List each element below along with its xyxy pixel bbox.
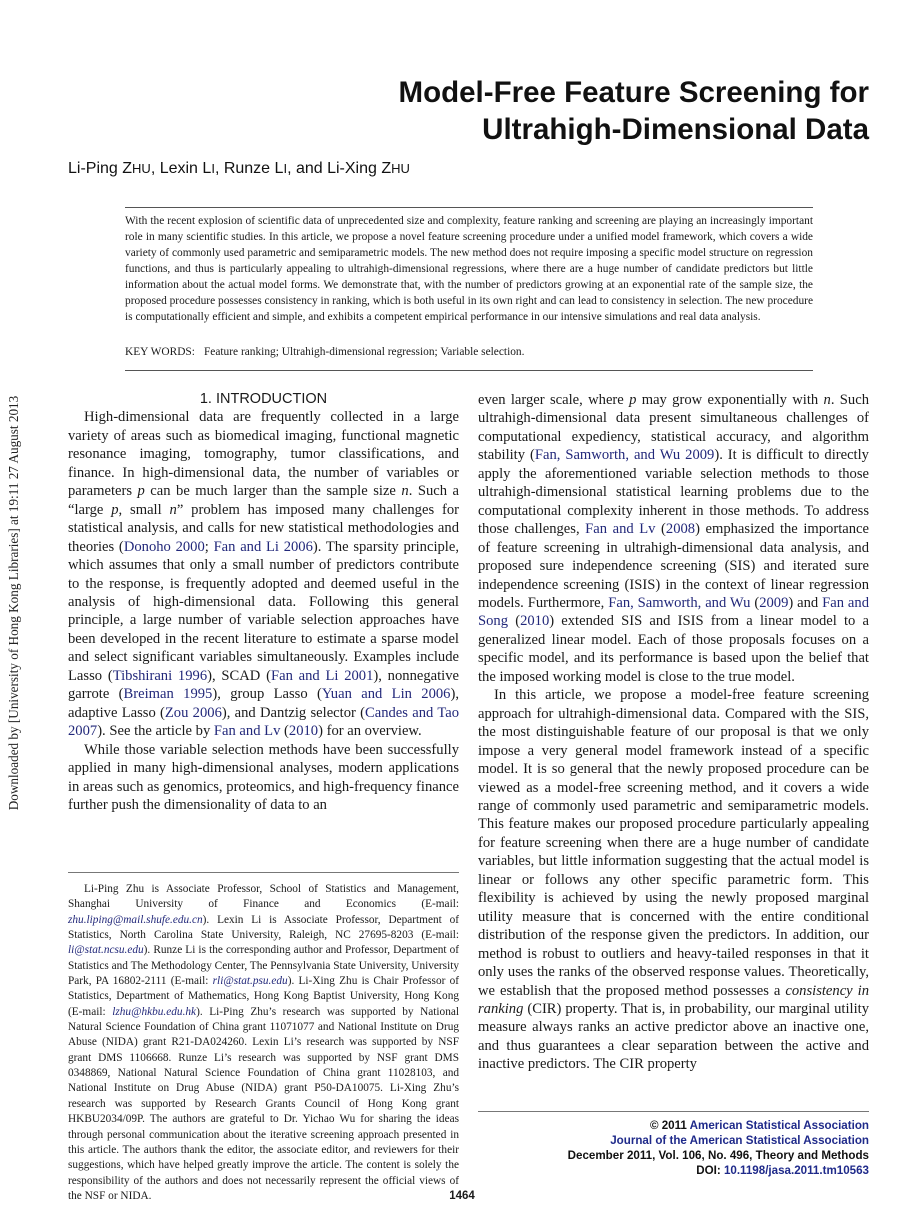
footnote-divider bbox=[68, 872, 459, 873]
keywords bbox=[125, 346, 524, 358]
author-name bbox=[327, 160, 410, 177]
italic-text: p bbox=[629, 392, 637, 408]
italic-text: n bbox=[401, 483, 409, 500]
author-separator: , bbox=[214, 160, 224, 177]
title-line: Ultrahigh-Dimensional Data bbox=[482, 113, 869, 146]
copyright: © 2011 bbox=[649, 1119, 690, 1132]
paragraph bbox=[68, 741, 459, 815]
author-last-rest: HU bbox=[391, 161, 410, 176]
download-watermark: Downloaded by [University of Hong Kong Libraries] at 19:11 27 August 2013 bbox=[6, 395, 21, 811]
citation-link[interactable]: 2008 bbox=[665, 521, 696, 538]
doi-label: DOI: bbox=[696, 1164, 724, 1177]
author-name bbox=[224, 160, 287, 177]
author-footnote bbox=[68, 882, 459, 1204]
citation-link[interactable]: Fan and Song bbox=[478, 594, 869, 630]
title-line: Model-Free Feature Screening for bbox=[398, 76, 869, 109]
citation-link[interactable]: Candes and Tao 2007 bbox=[68, 704, 459, 740]
email-link[interactable]: zhu.liping@mail.shufe.edu.cn bbox=[68, 913, 203, 926]
italic-text: consistency in ranking bbox=[478, 982, 869, 1017]
citation-link[interactable]: Breiman 1995 bbox=[123, 686, 213, 703]
text-run: even larger scale, where bbox=[478, 392, 630, 408]
divider bbox=[125, 207, 813, 208]
author-separator: , bbox=[150, 160, 160, 177]
citation-link[interactable]: 2010 bbox=[288, 723, 319, 740]
citation-link[interactable]: Fan, Samworth, and Wu bbox=[608, 594, 751, 611]
citation-link[interactable]: Fan and Li 2001 bbox=[270, 667, 374, 684]
text-run: ) emphasized the importance of feature screening in ultrahigh-dimensional data analysis, and proposed sure independence screening (SIS) and iterated sure independence screening (ISIS) in the context of linear regression models. Furthermore, bbox=[478, 521, 869, 611]
text-run: . Such ultrahigh-dimensional data present simultaneous challenges of computational expediency, statistical accuracy, and algorithm stability ( bbox=[478, 392, 869, 464]
author-last-initial: L bbox=[202, 160, 212, 177]
text-run: ( bbox=[750, 594, 760, 611]
citation-link[interactable]: Fan and Lv bbox=[213, 723, 281, 740]
text-run: , small bbox=[118, 501, 170, 518]
email-link[interactable]: li@stat.ncsu.edu bbox=[68, 944, 144, 957]
author-list bbox=[68, 160, 410, 178]
issue-info: December 2011, Vol. 106, No. 496, Theory and Methods bbox=[567, 1149, 869, 1162]
divider bbox=[125, 370, 813, 371]
text-run: can be much larger than the sample size bbox=[144, 483, 402, 500]
author-last-rest: HU bbox=[132, 161, 151, 176]
text-run: ” problem has imposed many challenges for statistical analysis, and calls for new statistical methodologies and theories ( bbox=[68, 501, 460, 555]
text-run: ; bbox=[204, 538, 214, 555]
email-link[interactable]: rli@stat.psu.edu bbox=[212, 975, 288, 988]
text-run: ). The sparsity principle, which assumes that only a small number of predictors contribute to the response, is frequently adopted and deemed useful in the analysis of high-dimensional data. Following this general principle, a large number of variable selection approaches have been developed in the recent literature to estimate a sparse model and select significant variables simultaneously. Examples include Lasso ( bbox=[68, 538, 459, 684]
italic-text: p bbox=[111, 501, 119, 518]
italic-text: n bbox=[823, 392, 831, 408]
italic-text: n bbox=[169, 501, 177, 518]
doi-link[interactable]: 10.1198/jasa.2011.tm10563 bbox=[723, 1164, 869, 1177]
author-name bbox=[160, 160, 215, 177]
text-run: . Such a “large bbox=[68, 483, 459, 518]
text-run: ). Li-Ping Zhu’s research was supported by National Natural Science Foundation of China grant 11071077 and National Institute on Drug Abuse (NIDA) grant R21-DA024260. Lexin Li’s research was supported by NSF grant DMS 1106668. Runze Li’s research was supported by NSF grant DMS 0348869, National Natural Science Foundation of China grant 11028103, and National Institute on Drug Abuse (NIDA) grant P50-DA10075. Li-Xing Zhu’s research was supported by Research Grants Council of Hong Kong grant HKBU2034/09P. The authors are grateful to Dr. Yichao Wu for sharing the ideas through personal communication about the iterative screening approach presented in this article. The authors thank the editor, the associate editor, and reviewers for their suggestions, which have helped greatly improve the article. The content is solely the responsibility of the authors and does not necessarily represent the official views of the NSF or NIDA. bbox=[68, 1005, 459, 1202]
text-run: ). It is difficult to directly apply the aforementioned variable selection methods to those ultrahigh-dimensional statistical learning problems due to the computational complexity inherent in those methods. To address those challenges, bbox=[478, 447, 869, 538]
text-run: ( bbox=[280, 723, 289, 740]
text-run: ( bbox=[655, 521, 666, 538]
citation-link[interactable]: Fan and Li 2006 bbox=[213, 538, 313, 555]
copyright-org-link[interactable]: American Statistical Association bbox=[689, 1119, 869, 1132]
author-first: Li-Ping bbox=[68, 160, 123, 177]
right-column bbox=[478, 391, 869, 1074]
author-last-rest: I bbox=[211, 161, 215, 176]
journal-link[interactable]: Journal of the American Statistical Association bbox=[610, 1134, 869, 1147]
text-run: High-dimensional data are frequently collected in a large variety of areas such as biomedical imaging, functional magnetic resonance imaging, tomography, tumor classifications, and finance. In high-dimensional data, the number of variables or parameters bbox=[68, 409, 459, 500]
paper-title bbox=[399, 74, 869, 148]
author-first: Runze bbox=[223, 160, 275, 177]
text-run: may grow exponentially with bbox=[636, 392, 824, 408]
text-run: ), group Lasso ( bbox=[212, 686, 322, 703]
paragraph bbox=[68, 408, 459, 740]
author-name bbox=[68, 160, 151, 177]
text-run: ), nonnegative garrote ( bbox=[68, 667, 460, 703]
text-run: (CIR) property. That is, in probability, our marginal utility measure always ranks an active predictor above an inactive one, and thus guarantees a clear separation between the active and inactive predictors. The CIR property bbox=[478, 1000, 869, 1073]
text-run: ). Li-Xing Zhu is Chair Professor of Statistics, Department of Mathematics, Hong Kong Baptist University, Hong Kong (E-mail: bbox=[68, 975, 459, 1018]
text-run: ), adaptive Lasso ( bbox=[68, 686, 459, 721]
author-separator: , and bbox=[287, 160, 328, 177]
author-last-rest: I bbox=[283, 161, 288, 176]
citation-link[interactable]: Tibshirani 1996 bbox=[112, 667, 208, 684]
author-last-initial: Z bbox=[122, 160, 133, 177]
citation-link[interactable]: Yuan and Lin 2006 bbox=[321, 686, 451, 703]
paragraph bbox=[478, 391, 869, 686]
citation-link[interactable]: Fan, Samworth, and Wu 2009 bbox=[534, 447, 715, 464]
text-run: ), and Dantzig selector ( bbox=[221, 704, 365, 721]
citation-link[interactable]: Zou 2006 bbox=[164, 704, 222, 721]
text-run: ). Runze Li is the corresponding author and Professor, Department of Statistics and The Methodology Center, The Pennsylvania State University, University Park, PA 16802-2111 (E-mail: bbox=[68, 944, 459, 988]
author-first: Lexin bbox=[159, 160, 203, 177]
citation-link[interactable]: Fan and Lv bbox=[585, 521, 656, 538]
text-run: ), SCAD ( bbox=[207, 667, 271, 684]
text-run: ) extended SIS and ISIS from a linear model to a generalized linear model. Each of those proposals focuses on a specific model, and its performance is based upon the belief that the imposed working model is close to the true model. bbox=[478, 613, 869, 685]
text-run: ). See the article by bbox=[97, 723, 214, 740]
publication-divider bbox=[478, 1111, 869, 1112]
text-run: While those variable selection methods have been successfully applied in many high-dimensional analyses, modern applications in areas such as genomics, proteomics, and high-frequency finance further push the dimensionality of data to an bbox=[68, 741, 459, 813]
text-run: ( bbox=[508, 613, 521, 630]
keywords-text: Feature ranking; Ultrahigh-dimensional regression; Variable selection. bbox=[203, 346, 525, 358]
paragraph bbox=[478, 686, 869, 1074]
author-last-initial: Z bbox=[381, 160, 392, 177]
abstract: With the recent explosion of scientific data of unprecedented size and complexity, feature ranking and screening are playing an increasingly important role in many scientific studies. In this article, we propose a novel feature screening procedure under a unified model framework, which covers a wide variety of commonly used parametric and semiparametric models. The new method does not require imposing a specific model structure on regression functions, and thus is particularly appealing to ultrahigh-dimensional regressions, where there are a huge number of candidate predictors but little information about the actual model forms. We demonstrate that, with the number of predictors growing at an exponential rate of the sample size, the proposed procedure possesses consistency in ranking, which is both useful in its own right and can lead to consistency in selection. The new procedure is computationally efficient and simple, and exhibits a competent empirical performance in our intensive simulations and real data analysis. bbox=[125, 215, 813, 323]
citation-link[interactable]: Donoho 2000 bbox=[123, 538, 205, 555]
text-run: ) and bbox=[788, 594, 823, 611]
text-run: ). Lexin Li is Associate Professor, Department of Statistics, North Carolina State University, Raleigh, NC 27695-8203 (E-mail: bbox=[68, 913, 459, 942]
section-heading: 1. INTRODUCTION bbox=[199, 391, 328, 407]
author-first: Li-Xing bbox=[327, 160, 382, 177]
author-last-initial: L bbox=[274, 160, 284, 177]
keywords-label: KEY WORDS: bbox=[125, 346, 195, 358]
publication-info bbox=[568, 1118, 869, 1178]
citation-link[interactable]: 2010 bbox=[520, 613, 550, 630]
left-column bbox=[68, 390, 459, 814]
email-link[interactable]: lzhu@hkbu.edu.hk bbox=[112, 1005, 197, 1018]
text-run: In this article, we propose a model-free feature screening approach for ultrahigh-dimensional data. Compared with the SIS, the most distinguishable feature of our proposal is that we only impose a very general model framework instead of a specific model. It is so general that the newly proposed procedure can be viewed as a model-free screening method, and it covers a wide range of commonly used parametric and semiparametric models. This feature makes our proposed procedure particularly appealing for feature screening when there are a huge number of candidate variables, but little information suggesting that the actual model is linear or follows any other specific parametric form. This flexibility is achieved by using the newly proposed marginal utility measure that is concerned with the entire conditional distribution of the response given the predictors. In addition, our method is robust to outliers and heavy-tailed responses in that it only uses the ranks of the observed response values. Theoretically, we establish that the proposed method possesses a bbox=[478, 687, 869, 999]
italic-text: p bbox=[137, 483, 145, 500]
citation-link[interactable]: 2009 bbox=[759, 594, 789, 611]
page-number: 1464 bbox=[449, 1190, 475, 1202]
text-run: ) for an overview. bbox=[318, 723, 422, 740]
text-run: Li-Ping Zhu is Associate Professor, School of Statistics and Management, Shanghai University of Finance and Economics (E-mail: bbox=[68, 883, 459, 911]
